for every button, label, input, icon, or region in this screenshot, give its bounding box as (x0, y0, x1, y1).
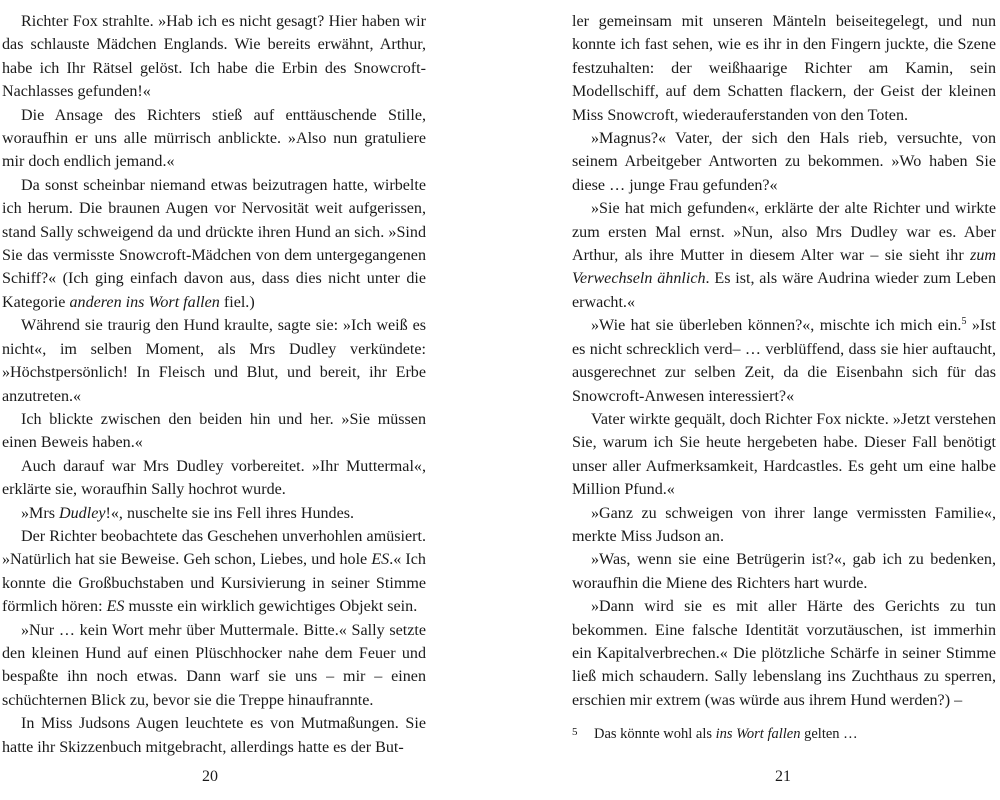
right-page (572, 10, 996, 790)
page-number: 20 (202, 768, 218, 785)
paragraph: »Was, wenn sie eine Betrügerin ist?«, gab ich zu bedenken, woraufhin die Miene des Richters hart wurde. (572, 551, 996, 592)
footnote-number: 5 (572, 726, 578, 738)
italic-phrase: zum Verwechseln ähnlich (572, 247, 996, 288)
italic-phrase: ins Wort fallen (715, 726, 801, 742)
paragraph: »Magnus?« Vater, der sich den Hals rieb, versuchte, von seinem Arbeitgeber Antworten zu bekommen. »Wo haben Sie diese … junge Frau gefunden?« (572, 130, 996, 194)
paragraph: Vater wirkte gequält, doch Richter Fox nickte. »Jetzt verstehen Sie, warum ich Sie heute hergebeten habe. Dieser Fall benötigt unser aller Aufmerksamkeit, Hardcastles. Es geht um eine halbe Million Pfund.« (572, 410, 996, 499)
paragraph: »Dann wird sie es mit aller Härte des Gerichts zu tun bekommen. Eine falsche Identität vorzutäuschen, ist immerhin ein Kapitalverbrechen.« Die plötzliche Schärfe in seiner Stimme ließ mich schaudern. Sally lebenslang ins Zuchthaus zu sperren, erschien mir extrem (was würde aus ihrem Hund werden?) – (572, 598, 996, 709)
italic-phrase: ES (371, 551, 390, 569)
paragraph: ler gemeinsam mit unseren Mänteln beiseitegelegt, und nun konnte ich fast sehen, wie es ihr in den Fingern juckte, die Szene festzuhalten: der weißhaarige Richter am Kamin, sein Modellschiff, auf dem Schatten flackern, der Geist der kleinen Miss Snowcroft, wiederauferstanden von den Toten. (572, 13, 996, 124)
paragraph: »Ganz zu schweigen von ihrer lange vermissten Familie«, merkte Miss Judson an. (572, 504, 996, 545)
italic-phrase: anderen ins Wort fallen (69, 293, 220, 311)
page-number: 21 (775, 768, 791, 785)
paragraph: In Miss Judsons Augen leuchtete es von Mutmaßungen. Sie hatte ihr Skizzenbuch mitgebracht, allerdings hatte es der But- (2, 715, 426, 756)
paragraph: Richter Fox strahlte. »Hab ich es nicht gesagt? Hier haben wir das schlauste Mädchen Englands. Wie bereits erwähnt, Arthur, habe ich Ihr Rätsel gelöst. Ich habe die Erbin des Snowcroft-Nachlasses gefunden!« (2, 13, 426, 101)
italic-phrase: ES (106, 598, 125, 616)
paragraph: »Mrs Dudley!«, nuschelte sie ins Fell ihres Hundes. (21, 504, 355, 522)
paragraph: Da sonst scheinbar niemand etwas beizutragen hatte, wirbelte ich herum. Die braunen Augen vor Nervosität weit aufgerissen, stand Sally schweigend da und drückte ihren Hund an sich. »Sind Sie das vermisste Snowcroft-Mädchen von dem untergegangenen Schiff?« (Ich ging einfach davon aus, dass dies nicht unter die Kategorie anderen ins Wort fallen fiel.) (2, 176, 426, 311)
footnote: 5 Das könnte wohl als ins Wort fallen gelten … (572, 722, 996, 744)
italic-phrase: Dudley (59, 504, 106, 522)
paragraph: Ich blickte zwischen den beiden hin und her. »Sie müssen einen Beweis haben.« (2, 410, 426, 452)
footnote-reference[interactable]: 5 (961, 316, 967, 328)
paragraph: »Sie hat mich gefunden«, erklärte der alte Richter und wirkte zum ersten Mal ernst. »Nun, also Mrs Dudley war es. Aber Arthur, als ihre Mutter in diesem Alter war – sie sieht ihr zum Verwechseln ähnlich. Es ist, als wäre Audrina wieder zum Leben erwacht.« (572, 200, 997, 311)
paragraph: Der Richter beobachtete das Geschehen unverhohlen amüsiert. »Natürlich hat sie Beweise. Geh schon, Liebes, und hole ES.« Ich konnte die Großbuchstaben und Kursivierung in seiner Stimme förmlich hören: ES musste ein wirklich gewichtiges Objekt sein. (2, 527, 426, 616)
paragraph: Die Ansage des Richters stieß auf enttäuschende Stille, woraufhin er uns alle mürrisch anblickte. »Also nun gratuliere mir doch endlich jemand.« (2, 106, 426, 171)
left-page (0, 10, 424, 790)
paragraph: »Wie hat sie überleben können?«, mischte ich mich ein.$^5$ »Ist es nicht schrecklich verd– … verblüffend, dass sie hier auftaucht, ausgerechnet zur selben Zeit, da die Eisenbahn sich für das Snowcroft-Anwesen interessiert?« (572, 316, 996, 405)
paragraph: »Nur … kein Wort mehr über Muttermale. Bitte.« Sally setzte den kleinen Hund auf einen Plüschhocker nahe dem Feuer und bespaßte ihn noch etwas. Dann warf sie uns – mir – einen schüchternen Blick zu, bevor sie die Treppe hinaufrannte. (2, 621, 426, 709)
paragraph: Während sie traurig den Hund kraulte, sagte sie: »Ich weiß es nicht«, im selben Moment, als Mrs Dudley verkündete: »Höchstpersönlich! In Fleisch und Blut, und bereit, ihr Erbe anzutreten.« (2, 317, 426, 405)
left-text-block (2, 10, 426, 759)
paragraph: Auch darauf war Mrs Dudley vorbereitet. »Ihr Muttermal«, erklärte sie, woraufhin Sally hochrot wurde. (2, 457, 426, 499)
right-text-block (572, 10, 996, 712)
